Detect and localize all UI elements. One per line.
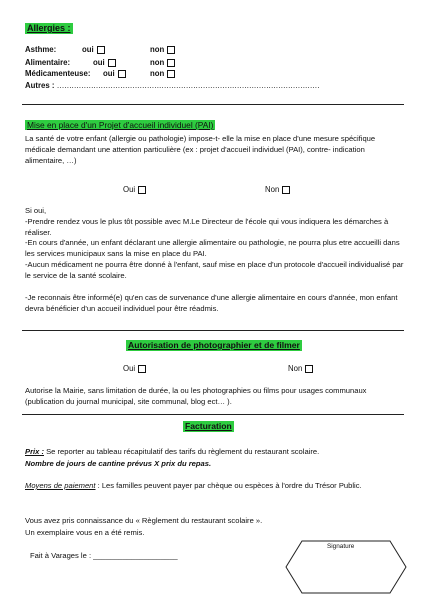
moyens-text: : Les familles peuvent payer par chèque ou espèces à l'ordre du Trésor Public. xyxy=(95,481,362,490)
alimentaire-oui[interactable] xyxy=(93,58,116,67)
photo-non-option[interactable] xyxy=(288,364,313,373)
alimentaire-non[interactable] xyxy=(150,58,175,67)
pai-item: -Aucun médicament ne pourra être donné à l'enfant, sauf mise en place d'un protocole d'accueil individualisé par le service de la santé scolaire. xyxy=(25,260,404,280)
medicamenteuse-oui[interactable] xyxy=(103,69,126,78)
divider xyxy=(22,414,404,415)
prix-label: Prix : xyxy=(25,447,44,456)
autres-row[interactable] xyxy=(25,81,395,90)
facturation-title: Facturation xyxy=(185,421,232,431)
prix-formula: Nombre de jours de cantine prévus X prix du repas. xyxy=(25,459,212,468)
pai-non-option[interactable] xyxy=(265,185,290,194)
allergy-label: Médicamenteuse: xyxy=(25,69,91,78)
checkbox[interactable] xyxy=(108,59,116,67)
non-label: non xyxy=(150,45,165,54)
pai-oui-option[interactable] xyxy=(123,185,146,194)
non-label: Non xyxy=(288,364,303,373)
connaissance-text: Vous avez pris connaissance du « Règlement du restaurant scolaire ». xyxy=(25,516,263,525)
checkbox[interactable] xyxy=(305,365,313,373)
photo-title: Autorisation de photographier et de filmer xyxy=(128,340,300,350)
asthme-non[interactable] xyxy=(150,45,175,54)
pai-title: Mise en place d'un Projet d'accueil individuel (PAI) xyxy=(27,120,214,130)
pai-item: -Je reconnais être informé(e) qu'en cas de survenance d'une allergie alimentaire en cours d'année, mon enfant devra bénéficier d'un accueil individuel pour être réadmis. xyxy=(25,293,398,313)
medicamenteuse-non[interactable] xyxy=(150,69,175,78)
autres-label: Autres : xyxy=(25,81,55,90)
allergy-label: Asthme: xyxy=(25,45,57,54)
allergies-title: Allergies : xyxy=(27,23,71,33)
oui-label: oui xyxy=(103,69,115,78)
oui-label: oui xyxy=(82,45,94,54)
checkbox[interactable] xyxy=(167,46,175,54)
pai-item: -En cours d'année, un enfant déclarant une allergie alimentaire ou pathologie, ne pourra plus etre accueilli dans les services municipaux sans la mise en place du PAI. xyxy=(25,238,400,258)
non-label: Non xyxy=(265,185,280,194)
moyens-label: Moyens de paiement xyxy=(25,481,96,490)
fait-line[interactable]: Fait à Varages le : ____________________ xyxy=(30,551,178,560)
allergy-label: Alimentaire: xyxy=(25,58,71,67)
allergy-row-medicamenteuse xyxy=(25,69,90,78)
pai-item: -Prendre rendez vous le plus tôt possible avec M.Le Directeur de l'école qui vous indiquera les démarches à réaliser. xyxy=(25,217,389,237)
divider xyxy=(22,104,404,105)
checkbox[interactable] xyxy=(138,186,146,194)
pai-si-oui: Si oui, xyxy=(25,206,47,215)
checkbox[interactable] xyxy=(97,46,105,54)
oui-label: oui xyxy=(93,58,105,67)
exemplaire-text: Un exemplaire vous en a été remis. xyxy=(25,528,145,537)
non-label: non xyxy=(150,58,165,67)
oui-label: Oui xyxy=(123,364,136,373)
checkbox[interactable] xyxy=(118,70,126,78)
prix-text: Se reporter au tableau récapitulatif des tarifs du règlement du restaurant scolaire. xyxy=(44,447,320,456)
photo-text: Autorise la Mairie, sans limitation de durée, la ou les photographies ou films pour usages communaux (publication du journal municipal, site communal, blog ect… ). xyxy=(25,386,367,406)
oui-label: Oui xyxy=(123,185,136,194)
checkbox[interactable] xyxy=(282,186,290,194)
allergy-row-alimentaire xyxy=(25,58,70,67)
checkbox[interactable] xyxy=(138,365,146,373)
divider xyxy=(22,330,404,331)
prix-paragraph xyxy=(25,447,410,458)
checkbox[interactable] xyxy=(167,59,175,67)
photo-oui-option[interactable] xyxy=(123,364,146,373)
moyens-paragraph xyxy=(25,481,405,492)
pai-intro: La santé de votre enfant (allergie ou pathologie) impose-t- elle la mise en place d'une mesure spécifique médicale demandant une attention particulière (ex : projet d'accueil individuel (PAI), contre- indication alimentaire, …) xyxy=(25,134,376,165)
allergy-row-asthme xyxy=(25,45,56,54)
asthme-oui[interactable] xyxy=(82,45,105,54)
signature-label: Signature xyxy=(327,543,355,550)
non-label: non xyxy=(150,69,165,78)
checkbox[interactable] xyxy=(167,70,175,78)
autres-line[interactable]: ……………………………………………………………………………………………… xyxy=(56,81,320,90)
